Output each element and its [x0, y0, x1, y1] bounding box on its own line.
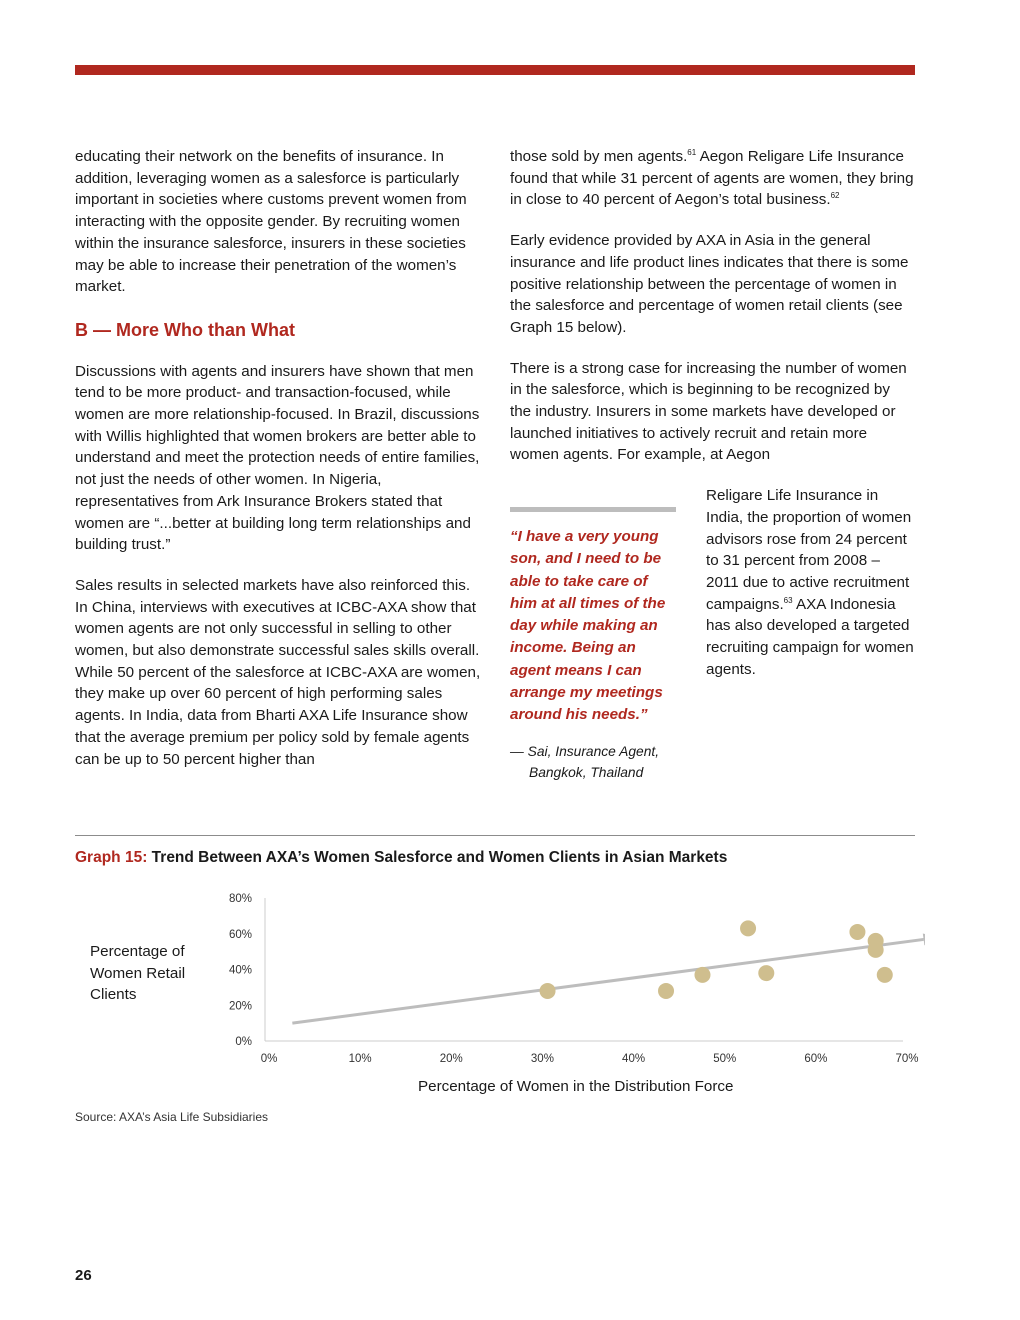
x-tick-label: 40%	[622, 1053, 646, 1065]
attribution-line: — Sai, Insurance Agent,	[510, 743, 660, 759]
paragraph	[510, 146, 915, 211]
paragraph: educating their network on the benefits of insurance. In addition, leveraging women as a salesforce is particularly important in societies where customs prevent women from interacting with the opposite gender. By recruiting women within the insurance salesforce, insurers in these societies may be able to increase their penetration of the women’s market.	[75, 148, 467, 296]
data-point	[658, 983, 674, 999]
attribution-line: Bangkok, Thailand	[529, 764, 644, 780]
graph-title	[75, 849, 727, 867]
y-tick-label: 20%	[228, 1000, 252, 1013]
page-number: 26	[75, 1267, 92, 1284]
trend-line-segment	[292, 939, 923, 1023]
quote-rule	[510, 507, 676, 512]
data-point	[868, 942, 884, 958]
header-rule	[75, 65, 915, 75]
y-tick-label: 0%	[235, 1036, 252, 1048]
paragraph: Early evidence provided by AXA in Asia in the general insurance and life product lines indicates that there is some positive relationship between the percentage of women in the salesforce and percentage of women retail clients (see Graph 15 below).	[510, 232, 909, 336]
quote-attribution	[510, 741, 676, 783]
data-point	[540, 983, 556, 999]
y-axis-label: Percentage of Women Retail Clients	[90, 943, 186, 1004]
text-run: AXA Indonesia has also developed a targeted recruiting campaign for women agents.	[706, 595, 914, 678]
left-column	[75, 146, 485, 789]
data-point	[849, 924, 865, 940]
data-points	[540, 920, 893, 999]
data-point	[758, 965, 774, 981]
quote-text: “I have a very young son, and I need to be able to take care of him at all times of the day while making an income. Being an agent means I can arrange my meetings around his needs.”	[510, 528, 666, 724]
section-heading: B — More Who than What	[75, 319, 295, 340]
x-axis-label: Percentage of Women in the Distribution Force	[418, 1078, 734, 1095]
footnote-ref[interactable]: 63	[783, 595, 793, 605]
graph-label: Graph 15:	[75, 849, 148, 866]
graph-title-text: Trend Between AXA’s Women Salesforce and Women Clients in Asian Markets	[151, 849, 728, 866]
y-tick-label: 80%	[228, 893, 252, 905]
x-tick-label: 70%	[895, 1053, 919, 1065]
pull-quote	[510, 507, 676, 783]
x-tick-label: 10%	[348, 1053, 372, 1065]
text-run: Religare Life Insurance in India, the proportion of women advisors rose from 24 percent to 31 percent from 2008 – 2011 due to active recruitment campaigns.	[706, 487, 912, 613]
source-note: Source: AXA’s Asia Life Subsidiaries	[75, 1110, 268, 1124]
x-ticks	[261, 1053, 919, 1065]
text-run: Aegon Religare Life Insurance found that while 31 percent of agents are women, they bring in close to 40 percent of Aegon’s total business.	[510, 148, 914, 209]
scatter-chart	[215, 885, 925, 1070]
footnote-ref[interactable]: 62	[830, 191, 840, 201]
y-tick-label: 40%	[228, 964, 252, 977]
y-tick-label: 60%	[228, 928, 252, 941]
paragraph: Sales results in selected markets have also reinforced this. In China, interviews with executives at ICBC-AXA show that women agents are not only successful in selling to other women, but also demonstrate successful sales skills overall. While 50 percent of the salesforce at ICBC-AXA are women, they make up over 60 percent of high performing sales agents. In India, data from Bharti AXA Life Insurance show that the average premium per policy sold by female agents can be up to 50 percent higher than	[75, 576, 481, 768]
data-point	[877, 967, 893, 983]
data-point	[694, 967, 710, 983]
graph-divider	[75, 835, 915, 836]
data-point	[740, 920, 756, 936]
paragraph: There is a strong case for increasing the number of women in the salesforce, which is beginning to be recognized by the industry. Insurers in some markets have developed or launched initiatives to actively recruit and retain more women agents. For example, at Aegon	[510, 359, 907, 464]
x-tick-label: 20%	[439, 1053, 463, 1065]
text-run: those sold by men agents.	[510, 148, 688, 165]
x-tick-label: 30%	[530, 1053, 554, 1065]
x-tick-label: 60%	[804, 1053, 828, 1065]
paragraph: Discussions with agents and insurers have shown that men tend to be more product- and transaction-focused, while women are more relationship-focused. In Brazil, discussions with Willis highlighted that women brokers are better able to understand and meet the protection needs of entire families, not just the needs of other women. In Nigeria, representatives from Ark Insurance Brokers stated that women are “...better at building long term relationships and building trust.”	[75, 362, 480, 554]
footnote-ref[interactable]: 61	[687, 147, 697, 157]
y-ticks	[229, 893, 252, 1048]
x-tick-label: 0%	[260, 1053, 278, 1065]
x-tick-label: 50%	[713, 1053, 737, 1065]
trend-line	[292, 933, 925, 1023]
